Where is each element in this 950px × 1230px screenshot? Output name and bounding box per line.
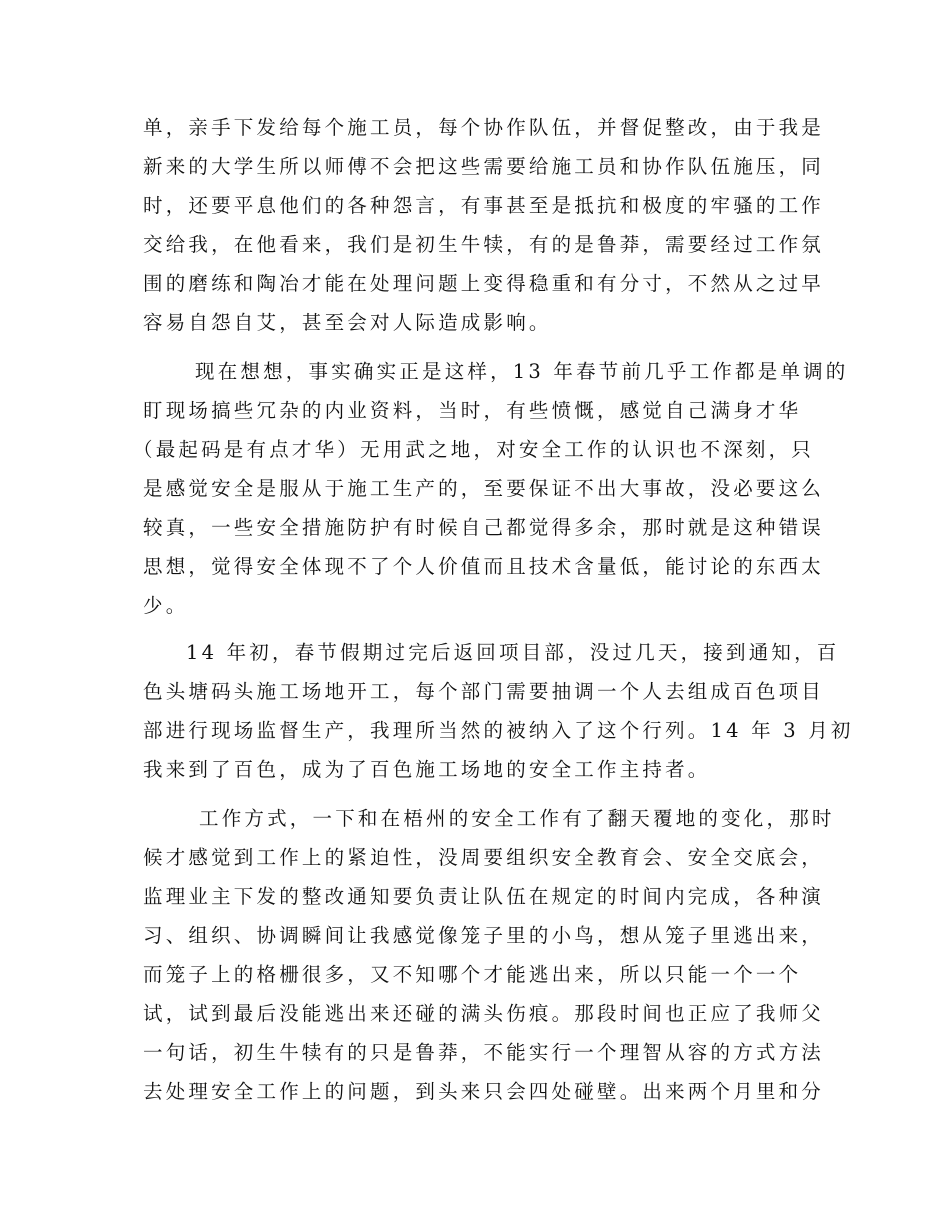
text-line: 围的磨练和陶冶才能在处理问题上变得稳重和有分寸，不然从之过早 — [143, 272, 825, 295]
text-line: 我来到了百色，成为了百色施工场地的安全工作主持者。 — [143, 758, 711, 781]
text-line: 14 年初，春节假期过完后返回项目部，没过几天，接到通知，百 — [186, 641, 840, 664]
text-line: 思想，觉得安全体现不了个人价值而且技术含量低，能讨论的东西太 — [143, 555, 825, 578]
text-line: 容易自怨自艾，甚至会对人际造成影响。 — [143, 311, 552, 334]
text-line: 新来的大学生所以师傅不会把这些需要给施工员和协作队伍施压，同 — [143, 155, 825, 178]
text-line: 色头塘码头施工场地开工，每个部门需要抽调一个人去组成百色项目 — [143, 680, 825, 703]
text-line: 监理业主下发的整改通知要负责让队伍在规定的时间内完成，各种演 — [143, 885, 825, 908]
text-line: （最起码是有点才华）无用武之地，对安全工作的认识也不深刻，只 — [133, 438, 815, 461]
text-line: 盯现场搞些冗杂的内业资料，当时，有些愤慨，感觉自己满身才华 — [143, 399, 802, 422]
text-line: 现在想想，事实确实正是这样，13 年春节前几乎工作都是单调的 — [195, 360, 849, 383]
text-line: 时，还要平息他们的各种怨言，有事甚至是抵抗和极度的牢骚的工作 — [143, 194, 825, 217]
text-line: 交给我，在他看来，我们是初生牛犊，有的是鲁莽，需要经过工作氛 — [143, 233, 825, 256]
text-line: 工作方式，一下和在梧州的安全工作有了翻天覆地的变化，那时 — [199, 807, 835, 830]
text-line: 候才感觉到工作上的紧迫性，没周要组织安全教育会、安全交底会， — [143, 846, 825, 869]
text-line: 较真，一些安全措施防护有时候自己都觉得多余，那时就是这种错误 — [143, 516, 825, 539]
text-line: 是感觉安全是服从于施工生产的，至要保证不出大事故，没必要这么 — [143, 477, 825, 500]
text-line: 一句话，初生牛犊有的只是鲁莽，不能实行一个理智从容的方式方法 — [143, 1041, 825, 1064]
text-line: 少。 — [143, 594, 189, 617]
text-line: 单，亲手下发给每个施工员，每个协作队伍，并督促整改，由于我是 — [143, 116, 825, 139]
text-line: 而笼子上的格栅很多，又不知哪个才能逃出来，所以只能一个一个 — [143, 963, 802, 986]
text-line: 试，试到最后没能逃出来还碰的满头伤痕。那段时间也正应了我师父 — [143, 1002, 825, 1025]
text-line: 去处理安全工作上的问题，到头来只会四处碰壁。出来两个月里和分 — [143, 1080, 825, 1103]
text-line: 习、组织、协调瞬间让我感觉像笼子里的小鸟，想从笼子里逃出来， — [143, 924, 825, 947]
text-line: 部进行现场监督生产，我理所当然的被纳入了这个行列。14 年 3 月初 — [143, 719, 854, 742]
